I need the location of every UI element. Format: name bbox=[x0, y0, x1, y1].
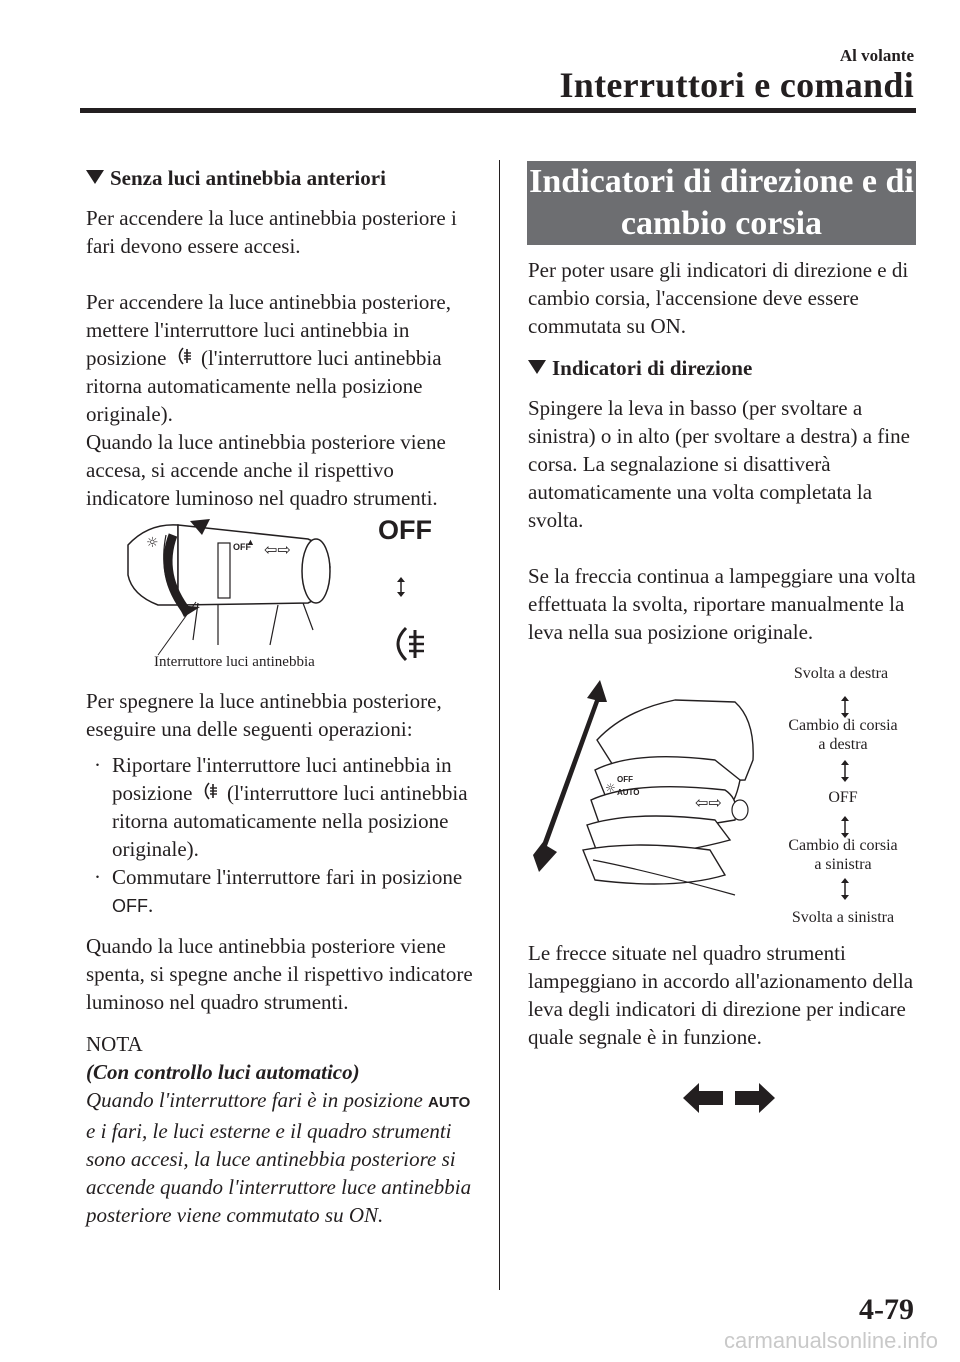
section-banner: Indicatori di direzione e di cambio corsia bbox=[527, 161, 916, 245]
left-paragraph-2: Per accendere la luce antinebbia posteriore, mettere l'interruttore luci antinebbia in posizione (l'interruttore luci antinebbia ritorna automaticamente nella posizione originale). bbox=[86, 290, 451, 426]
left-paragraph-3: Quando la luce antinebbia posteriore viene accesa, si accende anche il rispettivo indicatore luminoso nel quadro strumenti. bbox=[86, 430, 446, 510]
page-number: 4-79 bbox=[859, 1293, 914, 1326]
right-column bbox=[528, 256, 916, 646]
nota-text: Quando l'interruttore fari è in posizione AUTO e i fari, le luci esterne e il quadro strumenti sono accesi, la luce antinebbia posteriore si accende quando l'interruttore luce antinebbia posteriore viene commutato su ON. bbox=[86, 1088, 472, 1227]
right-heading: Indicatori di direzione bbox=[528, 354, 916, 382]
right-paragraph-4: Le frecce situate nel quadro strumenti lampeggiano in accordo all'azionamento della leva degli indicatori di direzione per indicare quale segnale è in funzione. bbox=[528, 941, 914, 1049]
turn-signal-lever-illustration bbox=[525, 680, 775, 900]
updown-arrow-icon bbox=[838, 877, 852, 901]
bullet-item-2: · Commutare l'interruttore fari in posizione OFF. bbox=[94, 865, 463, 917]
right-paragraph-3: Se la freccia continua a lampeggiare una volta effettuata la svolta, riportare manualmente la leva nella sua posizione originale. bbox=[528, 564, 916, 644]
left-heading: Senza luci antinebbia anteriori bbox=[86, 164, 478, 192]
svg-text:OFF: OFF bbox=[617, 775, 633, 784]
bullet-item-1: · Riportare l'interruttore luci antinebbia in posizione (l'interruttore luci antinebbia ritorna automaticamente nella posizione originale). bbox=[94, 753, 468, 861]
rear-fog-large-icon bbox=[386, 622, 430, 666]
header-title: Interruttori e comandi bbox=[559, 65, 914, 105]
fig-off-label: OFF bbox=[378, 515, 432, 545]
triangle-marker-icon bbox=[528, 360, 546, 374]
left-paragraph-1: Per accendere la luce antinebbia posteriore i fari devono essere accesi. bbox=[86, 206, 457, 258]
svg-text:⇦⇨: ⇦⇨ bbox=[695, 795, 722, 812]
updown-arrow-icon bbox=[394, 576, 408, 598]
header-section: Al volante bbox=[839, 46, 914, 65]
right-paragraph-1: Per poter usare gli indicatori di direzione e di cambio corsia, l'accensione deve essere commutata su ON. bbox=[528, 258, 909, 338]
column-divider bbox=[499, 160, 500, 1290]
label-right-turn: Svolta a destra bbox=[793, 665, 889, 682]
fig-caption: Interruttore luci antinebbia bbox=[154, 654, 315, 670]
left-paragraph-5: Quando la luce antinebbia posteriore viene spenta, si spegne anche il rispettivo indicatore luminoso nel quadro strumenti. bbox=[86, 934, 473, 1014]
label-left-turn: Svolta a sinistra bbox=[791, 909, 895, 926]
left-paragraph-4: Per spegnere la luce antinebbia posteriore, eseguire una delle seguenti operazioni: bbox=[86, 689, 442, 741]
turn-arrows-icon bbox=[681, 1080, 777, 1116]
watermark: carmanualsonline.info bbox=[723, 1328, 938, 1353]
nota-label: NOTA bbox=[86, 1032, 143, 1056]
label-lane-change-left: Cambio di corsia a sinistra bbox=[788, 837, 898, 873]
svg-text:AUTO: AUTO bbox=[617, 788, 640, 797]
triangle-marker-icon bbox=[86, 170, 104, 184]
svg-text:☼: ☼ bbox=[605, 781, 616, 795]
label-off: OFF bbox=[828, 789, 858, 806]
svg-text:☼: ☼ bbox=[146, 535, 159, 551]
svg-text:▲: ▲ bbox=[246, 537, 255, 547]
left-column-lower bbox=[86, 687, 478, 1229]
rear-fog-icon bbox=[174, 345, 194, 367]
header-rule bbox=[80, 108, 916, 113]
svg-text:OFF: OFF bbox=[233, 542, 251, 552]
updown-arrow-icon bbox=[838, 759, 852, 783]
nota-title: (Con controllo luci automatico) bbox=[86, 1060, 360, 1084]
label-lane-change-right: Cambio di corsia a destra bbox=[788, 717, 898, 753]
svg-text:⇦⇨: ⇦⇨ bbox=[264, 542, 291, 559]
rear-fog-icon bbox=[200, 780, 220, 802]
right-paragraph-2: Spingere la leva in basso (per svoltare a sinistra) o in alto (per svoltare a destra) a fine corsa. La segnalazione si disattiverà automaticamente una volta completata la svolta. bbox=[528, 396, 910, 532]
right-column-lower bbox=[528, 939, 916, 1051]
left-column bbox=[86, 164, 478, 512]
